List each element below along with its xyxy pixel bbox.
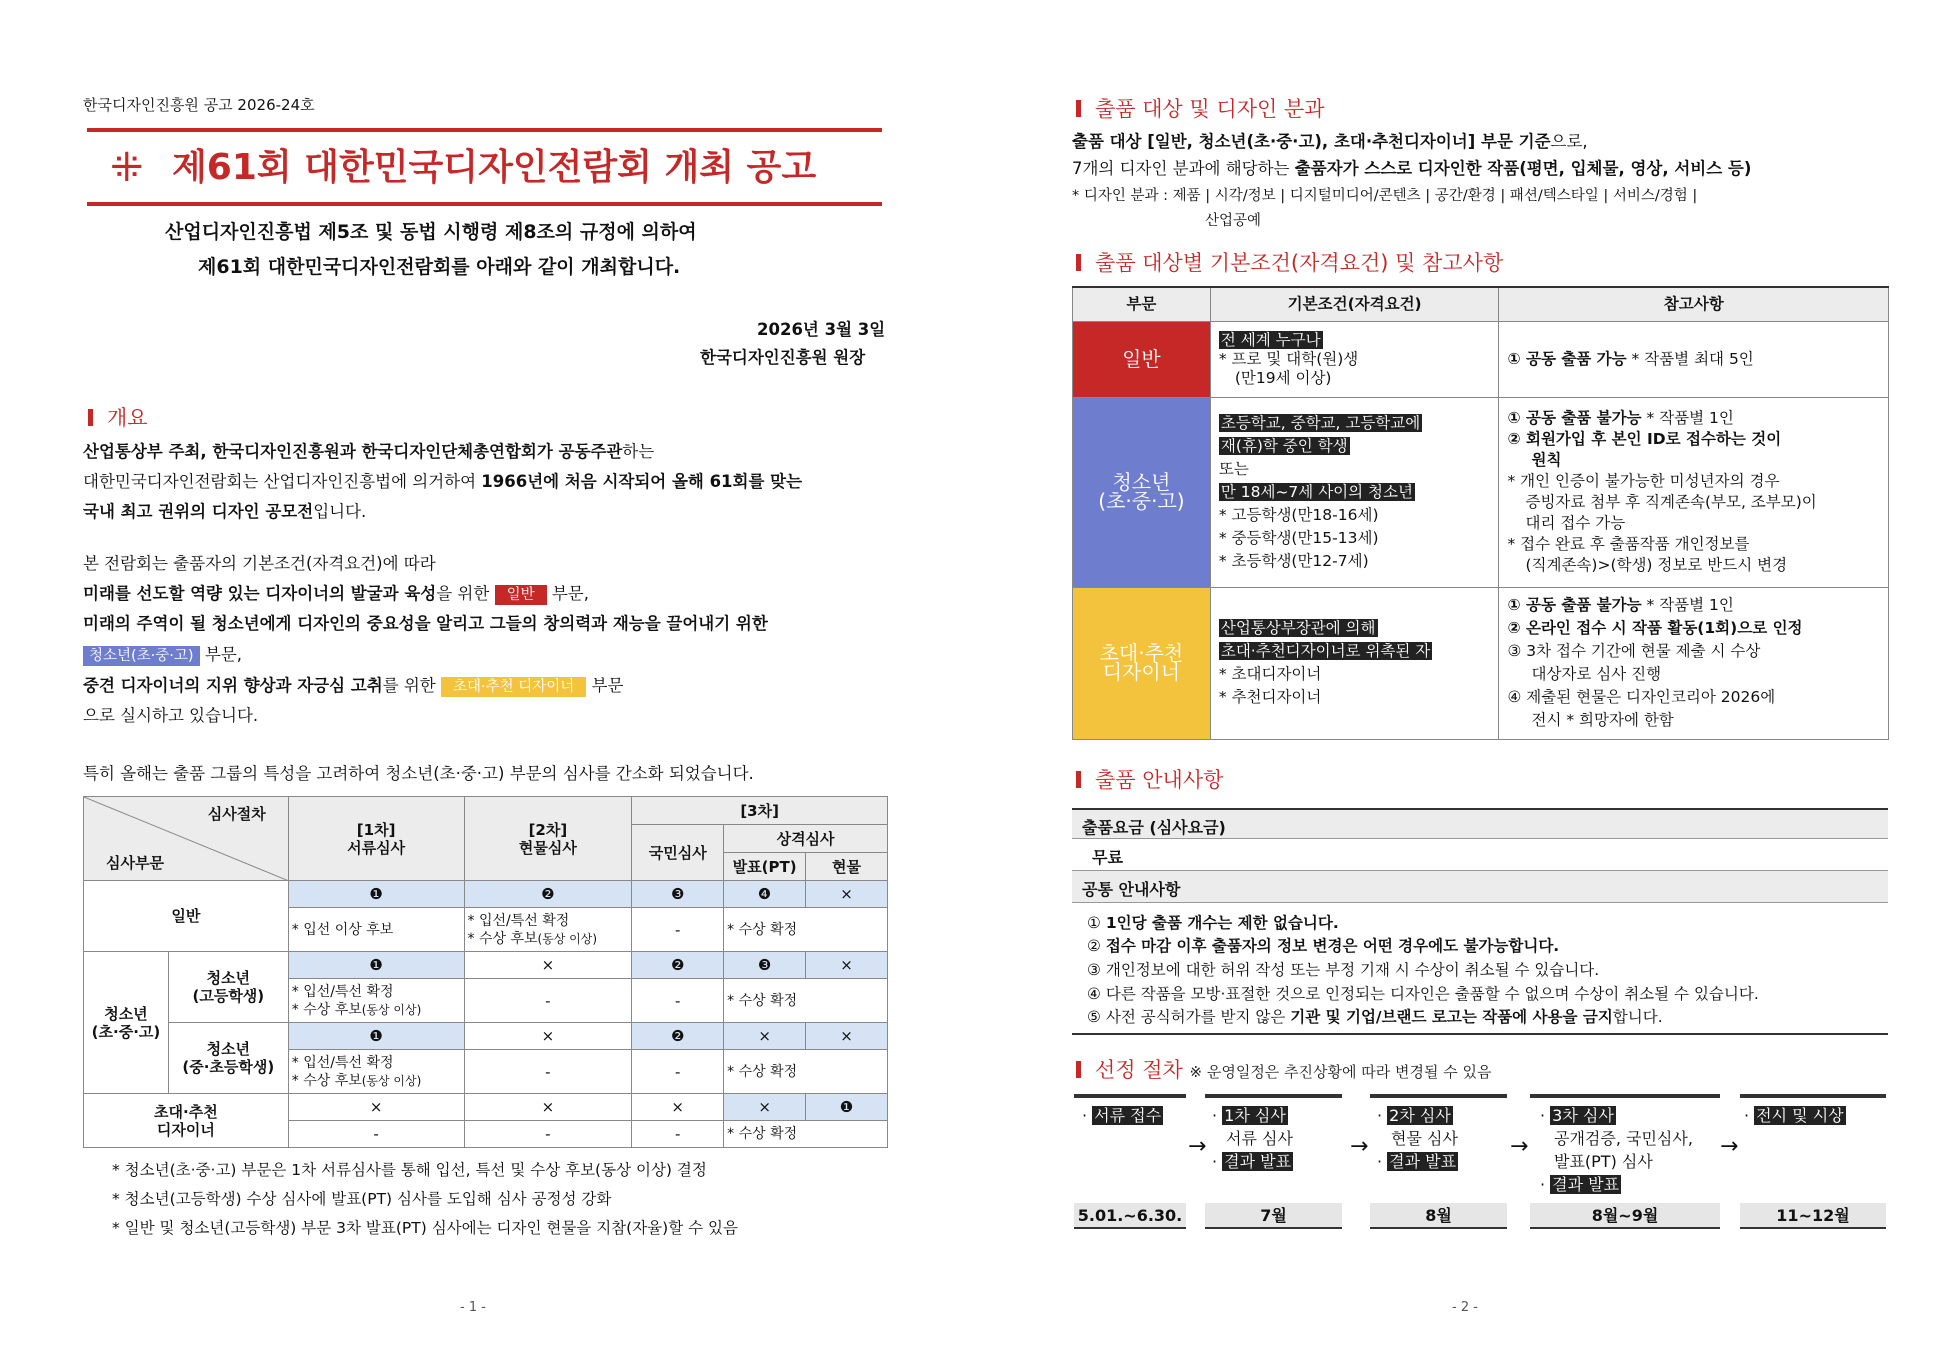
step-1-date: 5.01.~6.30. bbox=[1074, 1203, 1186, 1229]
page-title: 제61회 대한민국디자인전람회 개최 공고 bbox=[172, 147, 817, 188]
entry-target-heading: 출품 대상 및 디자인 분과 bbox=[1076, 96, 1325, 122]
empty-cell: - bbox=[632, 908, 724, 952]
common-bottom-rule bbox=[1072, 1033, 1888, 1035]
intro-line-1: 산업디자인진흥법 제5조 및 동법 시행령 제8조의 규정에 의하여 bbox=[165, 221, 697, 243]
not-applicable: × bbox=[806, 1023, 888, 1050]
entry-target-line-2: 7개의 디자인 분과에 해당하는 출품자가 스스로 디자인한 작품(평면, 입체물, 영상, 서비스 등) bbox=[1072, 159, 1752, 178]
empty-cell: - bbox=[464, 1121, 632, 1148]
step-marker: ❹ bbox=[724, 881, 806, 908]
not-applicable: × bbox=[464, 1094, 632, 1121]
step-bar bbox=[1074, 1094, 1186, 1098]
table-note-3: * 일반 및 청소년(고등학생) 부문 3차 발표(PT) 심사에는 디자인 현물을 지참(자율)할 수 있음 bbox=[112, 1219, 738, 1237]
step-bar bbox=[1205, 1094, 1342, 1098]
purpose-line-5: 중견 디자이너의 지위 향상과 자긍심 고취를 위한 초대·추천 디자이너 부문 bbox=[83, 676, 624, 695]
physical-header: 현물 bbox=[806, 853, 888, 881]
overview-line-1: 산업통상부 주최, 한국디자인진흥원과 한국디자인단체총연합회가 공동주관하는 bbox=[83, 442, 655, 461]
design-divisions-cont: 산업공예 bbox=[1205, 213, 1262, 229]
division-youth: 청소년 (초·중·고) bbox=[1073, 397, 1211, 587]
step-bar bbox=[1530, 1094, 1720, 1098]
notice-date: 2026년 3월 3일 bbox=[757, 320, 886, 339]
step-2-date: 7월 bbox=[1205, 1203, 1342, 1229]
step-2: · 1차 심사 서류 심사 · 결과 발표 bbox=[1212, 1106, 1293, 1171]
overview-line-2: 대한민국디자인전람회는 산업디자인진흥법에 의거하여 1966년에 처음 시작되어 올해 61회를 맞는 bbox=[83, 472, 803, 491]
fee-value-row: 무료 bbox=[1072, 839, 1888, 871]
common-note-3: ③ 개인정보에 대한 허위 작성 또는 부정 기재 시 수상이 취소될 수 있습니다. bbox=[1087, 961, 1600, 979]
row-youth: 청소년 (초·중·고) bbox=[84, 952, 169, 1094]
step-5-date: 11~12월 bbox=[1740, 1203, 1886, 1229]
invited-requirements: 산업통상부장관에 의해 초대·추천디자이너로 위촉된 자 * 초대디자이너 * 추천디자이너 bbox=[1210, 587, 1499, 739]
stage1-header: [1차] 서류심사 bbox=[288, 797, 464, 881]
badge-youth: 청소년(초·중·고) bbox=[83, 646, 200, 666]
title-mark-icon: ⁜ bbox=[110, 145, 144, 191]
empty-cell: - bbox=[464, 979, 632, 1023]
division-invited: 초대·추천 디자이너 bbox=[1073, 587, 1211, 739]
step-bar bbox=[1370, 1094, 1507, 1098]
division-general: 일반 bbox=[1073, 321, 1211, 397]
common-note-4: ④ 다른 작품을 모방·표절한 것으로 인정되는 디자인은 출품할 수 없으며 수상이 취소될 수 있습니다. bbox=[1087, 985, 1759, 1003]
arrow-icon: → bbox=[1510, 1134, 1529, 1159]
notice-number: 한국디자인진흥원 공고 2026-24호 bbox=[83, 96, 315, 114]
row-youth-high: 청소년 (고등학생) bbox=[168, 952, 288, 1023]
step-marker: ❶ bbox=[288, 881, 464, 908]
badge-invited: 초대·추천 디자이너 bbox=[441, 677, 586, 697]
col-requirements: 기본조건(자격요건) bbox=[1210, 287, 1499, 321]
not-applicable: × bbox=[806, 881, 888, 908]
empty-cell: - bbox=[464, 1050, 632, 1094]
not-applicable: × bbox=[724, 1094, 806, 1121]
invited-notes: ① 공동 출품 불가능 * 작품별 1인 ② 온라인 접수 시 작품 활동(1회)으로 인정 ③ 3차 접수 기간에 현물 제출 시 수상 대상자로 심사 진행 ④ 제출된 현물은 디자인코리아 2026에 전시 * 희망자에 한함 bbox=[1499, 587, 1889, 739]
arrow-icon: → bbox=[1188, 1134, 1207, 1159]
not-applicable: × bbox=[288, 1094, 464, 1121]
youth-high-award-note: * 수상 확정 bbox=[724, 979, 888, 1023]
entry-target-line-1: 출품 대상 [일반, 청소년(초·중·고), 초대·추천디자이너] 부문 기준으로, bbox=[1072, 132, 1588, 151]
eligibility-heading: 출품 대상별 기본조건(자격요건) 및 참고사항 bbox=[1076, 250, 1503, 276]
step-4: · 3차 심사 공개검증, 국민심사, 발표(PT) 심사 · 결과 발표 bbox=[1540, 1106, 1693, 1194]
design-divisions: * 디자인 분과 : 제품 | 시각/정보 | 디지털미디어/콘텐츠 | 공간/환경 | 패션/텍스타일 | 서비스/경험 | bbox=[1072, 188, 1698, 204]
step-1: · 서류 접수 bbox=[1082, 1106, 1162, 1125]
corner-bottom-label: 심사부문 bbox=[106, 854, 164, 872]
common-note-1: ① 1인당 출품 개수는 제한 없습니다. bbox=[1087, 914, 1339, 932]
youth-mid-award-note: * 수상 확정 bbox=[724, 1050, 888, 1094]
pt-header: 발표(PT) bbox=[724, 853, 806, 881]
col-division: 부문 bbox=[1073, 287, 1211, 321]
eligibility-table bbox=[1072, 286, 1889, 740]
award-judging-header: 상격심사 bbox=[724, 825, 888, 853]
youth-notes: ① 공동 출품 불가능 * 작품별 1인 ② 회원가입 후 본인 ID로 접수하는 것이 원칙 * 개인 인증이 불가능한 미성년자의 경우 증빙자료 첨부 후 직계존속(부모, 조부모)이 대리 접수 가능 * 접수 완료 후 출품작품 개인정보를 (직계존속)>(학생) 정보로 반드시 변경 bbox=[1499, 397, 1889, 587]
empty-cell: - bbox=[288, 1121, 464, 1148]
page-number-1: - 1 - bbox=[460, 1300, 486, 1315]
youth-requirements: 초등학교, 중학교, 고등학교에 재(휴)학 중인 학생 또는 만 18세~7세 사이의 청소년 * 고등학생(만18-16세) * 중등학생(만15-13세) * 초등학생(만12-7세) bbox=[1210, 397, 1499, 587]
purpose-line-3: 미래의 주역이 될 청소년에게 디자인의 중요성을 알리고 그들의 창의력과 재능을 끌어내기 위한 bbox=[83, 614, 768, 633]
table-note-2: * 청소년(고등학생) 수상 심사에 발표(PT) 심사를 도입해 심사 공정성 강화 bbox=[112, 1190, 612, 1208]
corner-top-label: 심사절차 bbox=[207, 805, 266, 823]
selection-heading: 선정 절차 ※ 운영일정은 추진상황에 따라 변경될 수 있음 bbox=[1076, 1057, 1492, 1085]
row-invited: 초대·추천 디자이너 bbox=[84, 1094, 289, 1148]
empty-cell: - bbox=[632, 1050, 724, 1094]
not-applicable: × bbox=[806, 952, 888, 979]
entry-info-heading: 출품 안내사항 bbox=[1076, 767, 1223, 793]
fee-label-bar: 출품요금 (심사요금) bbox=[1072, 808, 1888, 839]
step-4-date: 8월~9월 bbox=[1530, 1203, 1720, 1229]
title-bottom-rule bbox=[87, 202, 882, 206]
not-applicable: × bbox=[632, 1094, 724, 1121]
empty-cell: - bbox=[632, 979, 724, 1023]
step-marker: ❸ bbox=[632, 881, 724, 908]
step-marker: ❶ bbox=[288, 952, 464, 979]
stage3-header: [3차] bbox=[632, 797, 888, 825]
step-3: · 2차 심사 현물 심사 · 결과 발표 bbox=[1377, 1106, 1458, 1171]
general-stage2-note: * 입선/특선 확정 * 수상 후보(동상 이상) bbox=[464, 908, 632, 952]
common-label-bar: 공통 안내사항 bbox=[1072, 871, 1888, 903]
judging-table bbox=[83, 796, 888, 1148]
common-note-2: ② 접수 마감 이후 출품자의 정보 변경은 어떤 경우에도 불가능합니다. bbox=[1087, 937, 1560, 955]
table-note-1: * 청소년(초·중·고) 부문은 1차 서류심사를 통해 입선, 특선 및 수상 후보(동상 이상) 결정 bbox=[112, 1161, 707, 1179]
step-marker: ❶ bbox=[288, 1023, 464, 1050]
row-general: 일반 bbox=[84, 881, 289, 952]
not-applicable: × bbox=[464, 1023, 632, 1050]
step-marker: ❶ bbox=[806, 1094, 888, 1121]
intro-line-2: 제61회 대한민국디자인전람회를 아래와 같이 개최합니다. bbox=[198, 256, 681, 278]
arrow-icon: → bbox=[1720, 1134, 1739, 1159]
purpose-line-6: 으로 실시하고 있습니다. bbox=[83, 706, 259, 725]
overview-line-3: 국내 최고 권위의 디자인 공모전입니다. bbox=[83, 502, 367, 521]
not-applicable: × bbox=[464, 952, 632, 979]
youth-high-stage1-note: * 입선/특선 확정 * 수상 후보(동상 이상) bbox=[288, 979, 464, 1023]
step-bar bbox=[1740, 1094, 1886, 1098]
public-judging-header: 국민심사 bbox=[632, 825, 724, 881]
page-number-2: - 2 - bbox=[1452, 1300, 1478, 1315]
general-award-note: * 수상 확정 bbox=[724, 908, 888, 952]
stage2-header: [2차] 현물심사 bbox=[464, 797, 632, 881]
row-youth-mid: 청소년 (중·초등학생) bbox=[168, 1023, 288, 1094]
general-requirements: 전 세계 누구나 * 프로 및 대학(원)생 (만19세 이상) bbox=[1210, 321, 1499, 397]
purpose-line-4: 청소년(초·중·고) 부문, bbox=[83, 645, 242, 666]
step-3-date: 8월 bbox=[1370, 1203, 1507, 1229]
empty-cell: - bbox=[632, 1121, 724, 1148]
step-5: · 전시 및 시상 bbox=[1744, 1106, 1844, 1125]
simplification-note: 특히 올해는 출품 그룹의 특성을 고려하여 청소년(초·중·고) 부문의 심사를 간소화 되었습니다. bbox=[83, 764, 754, 783]
step-marker: ❷ bbox=[632, 1023, 724, 1050]
signer: 한국디자인진흥원 원장 bbox=[700, 348, 866, 367]
title-top-rule bbox=[87, 128, 882, 132]
purpose-line-2: 미래를 선도할 역량 있는 디자이너의 발굴과 육성을 위한 일반 부문, bbox=[83, 584, 589, 603]
table-corner bbox=[84, 797, 289, 881]
step-marker: ❸ bbox=[724, 952, 806, 979]
overview-heading: 개요 bbox=[88, 405, 148, 431]
arrow-icon: → bbox=[1350, 1134, 1369, 1159]
purpose-line-1: 본 전람회는 출품자의 기본조건(자격요건)에 따라 bbox=[83, 554, 436, 573]
general-stage1-note: * 입선 이상 후보 bbox=[288, 908, 464, 952]
general-notes: ① 공동 출품 가능 * 작품별 최대 5인 bbox=[1499, 321, 1889, 397]
step-marker: ❷ bbox=[464, 881, 632, 908]
col-notes: 참고사항 bbox=[1499, 287, 1889, 321]
youth-mid-stage1-note: * 입선/특선 확정 * 수상 후보(동상 이상) bbox=[288, 1050, 464, 1094]
invited-award-note: * 수상 확정 bbox=[724, 1121, 888, 1148]
step-marker: ❷ bbox=[632, 952, 724, 979]
badge-general: 일반 bbox=[495, 585, 547, 605]
not-applicable: × bbox=[724, 1023, 806, 1050]
common-note-5: ⑤ 사전 공식허가를 받지 않은 기관 및 기업/브랜드 로고는 작품에 사용을 금지합니다. bbox=[1087, 1008, 1663, 1026]
